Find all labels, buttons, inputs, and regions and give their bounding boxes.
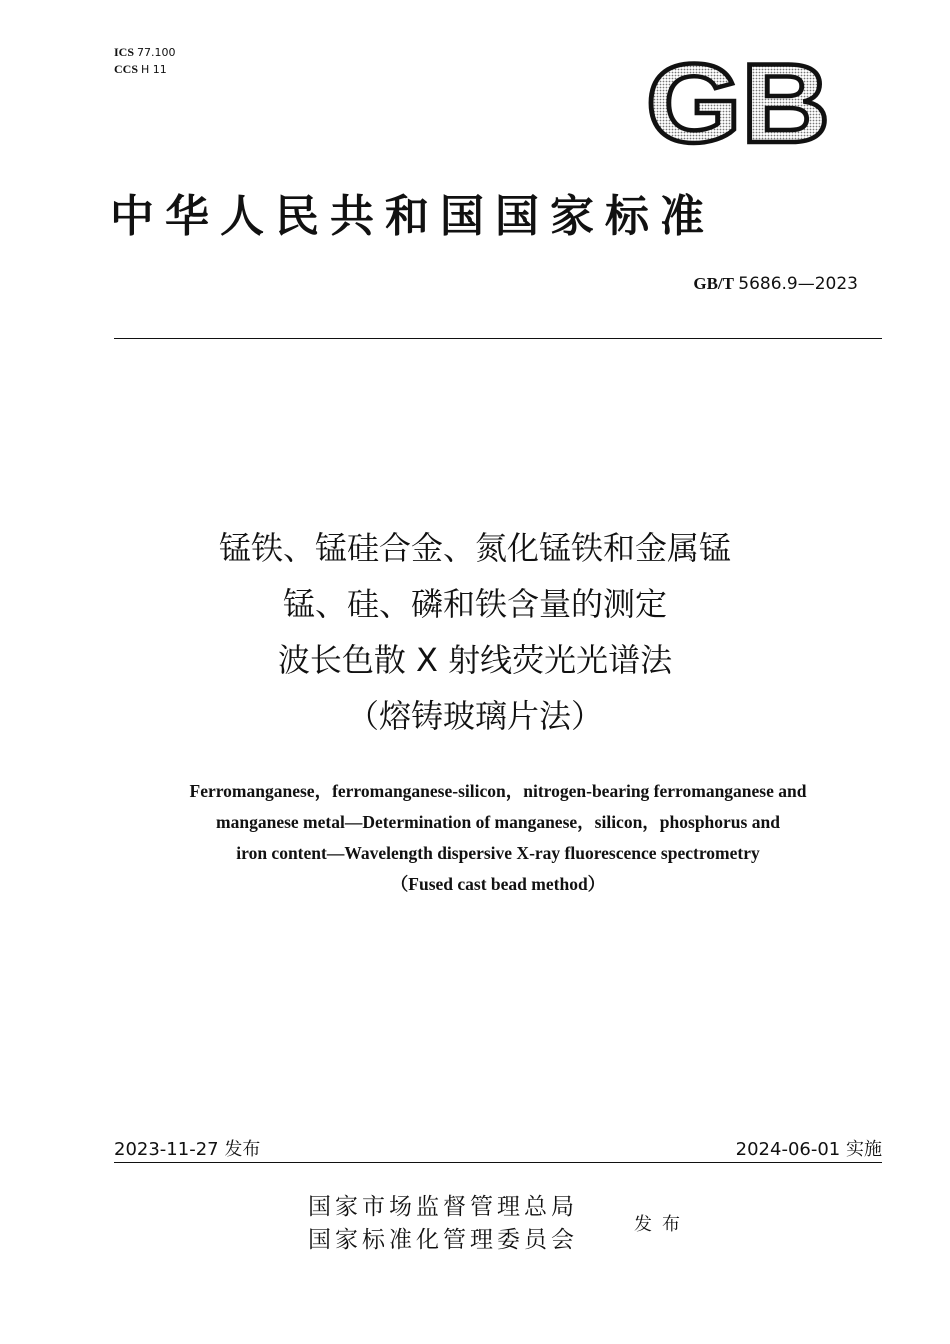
english-title-line: （Fused cast bead method） — [390, 874, 606, 894]
ics-label: ICS — [114, 45, 135, 59]
standard-type-heading: 中华人民共和国国家标准 — [110, 192, 715, 241]
chinese-title-line: 锰铁、锰硅合金、氮化锰铁和金属锰 — [218, 529, 731, 567]
implementation-date: 2024-06-01 实施 — [735, 1139, 882, 1160]
ccs-code: H 11 — [141, 63, 167, 76]
chinese-title-line: 波长色散 X 射线荧光光谱法 — [277, 641, 673, 679]
standard-number-code: 5686.9—2023 — [738, 274, 858, 294]
english-title-line: Ferromanganese，ferromanganese-silicon，nitrogen-bearing ferromanganese and — [189, 781, 807, 801]
issue-verb: 发布 — [634, 1214, 690, 1234]
issuing-organizations — [308, 1190, 578, 1256]
standard-number-prefix: GB/T — [693, 274, 734, 293]
ccs-label: CCS — [114, 62, 139, 76]
english-title-line: manganese metal—Determination of manganese，silicon，phosphorus and — [216, 812, 780, 832]
chinese-title — [0, 520, 950, 744]
english-title — [0, 776, 950, 900]
issue-date: 2023-11-27 发布 — [114, 1139, 261, 1160]
gb-logo-text: GB — [646, 56, 830, 152]
header-divider — [114, 338, 882, 339]
issuer-sac: 国家标准化管理委员会 — [308, 1227, 578, 1252]
chinese-title-line: 锰、硅、磷和铁含量的测定 — [282, 585, 667, 623]
chinese-title-line: （熔铸玻璃片法） — [346, 697, 603, 735]
classification-codes — [114, 44, 176, 78]
english-title-line: iron content—Wavelength dispersive X-ray fluorescence spectrometry — [236, 843, 760, 863]
ics-code: 77.100 — [137, 46, 176, 59]
standard-number — [693, 274, 858, 294]
issuer-samr: 国家市场监督管理总局 — [308, 1194, 578, 1219]
gb-logo — [644, 56, 832, 152]
ics-line — [114, 44, 176, 61]
footer-divider — [114, 1162, 882, 1163]
ccs-line — [114, 61, 176, 78]
